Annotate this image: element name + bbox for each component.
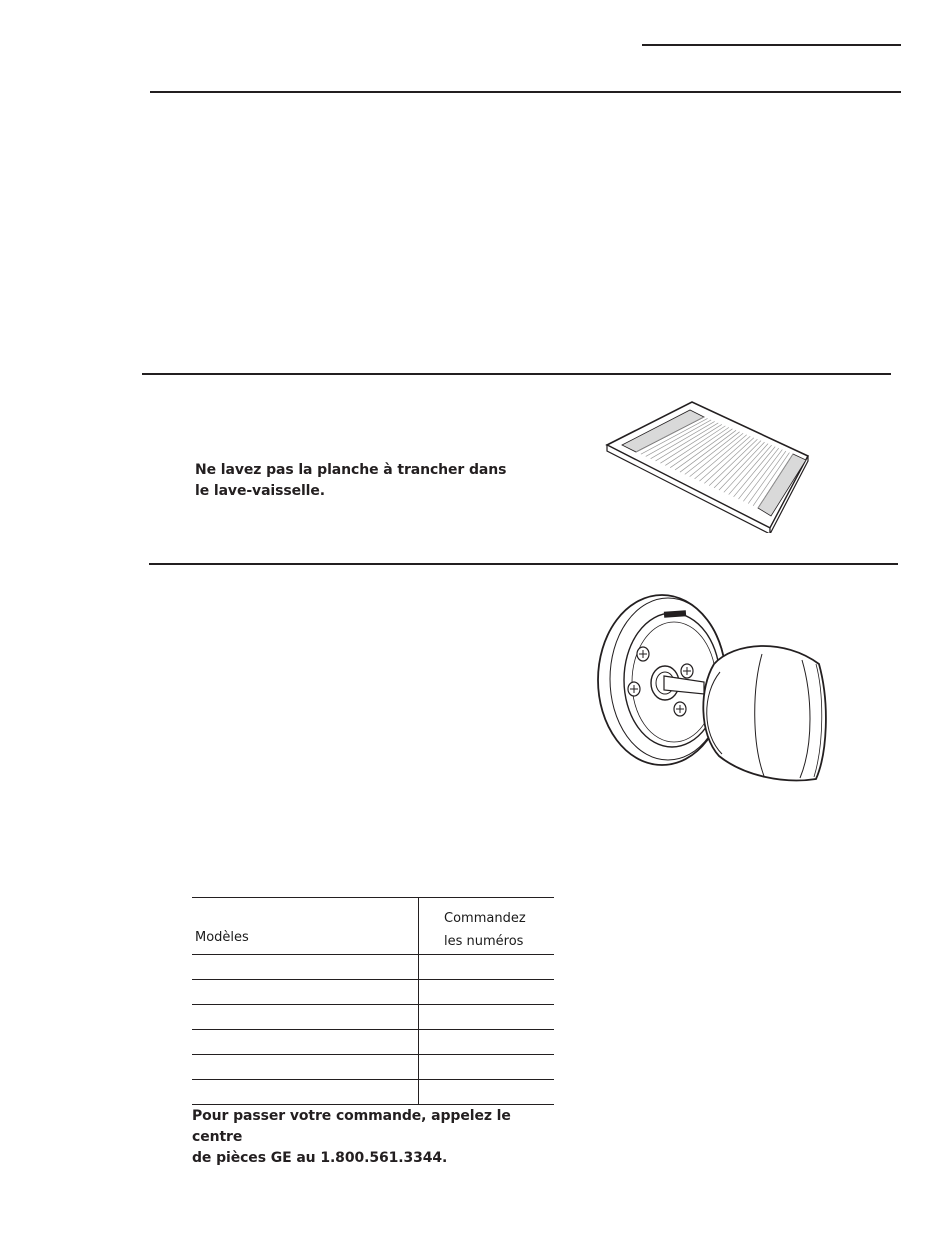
- header-order-numbers: Commandez les numéros: [444, 911, 526, 949]
- header-rule: [150, 91, 901, 93]
- section-rule-knobs: [149, 563, 898, 565]
- section-rule-cutting-board: [142, 373, 891, 375]
- order-info-line2: de pièces GE au 1.800.561.3344.: [192, 1150, 448, 1166]
- cutting-board-illustration: [600, 398, 815, 533]
- table-row: [192, 1080, 554, 1105]
- cutting-board-note: [195, 460, 506, 502]
- parts-table-header: [192, 897, 554, 955]
- table-row: [192, 1005, 554, 1030]
- table-row: [192, 1030, 554, 1055]
- table-row: [192, 980, 554, 1005]
- order-info: [192, 1106, 562, 1169]
- cutting-board-note-line1: Ne lavez pas la planche à trancher dans: [195, 462, 507, 478]
- order-info-line1: Pour passer votre commande, appelez le centre: [192, 1108, 511, 1145]
- header-models: Modèles: [195, 930, 249, 945]
- header-short-rule: [642, 44, 901, 46]
- table-row: [192, 955, 554, 980]
- parts-table: [192, 897, 554, 1105]
- cutting-board-note-line2: le lave-vaisselle.: [195, 483, 325, 499]
- table-row: [192, 1055, 554, 1080]
- control-knob-illustration: [594, 594, 834, 786]
